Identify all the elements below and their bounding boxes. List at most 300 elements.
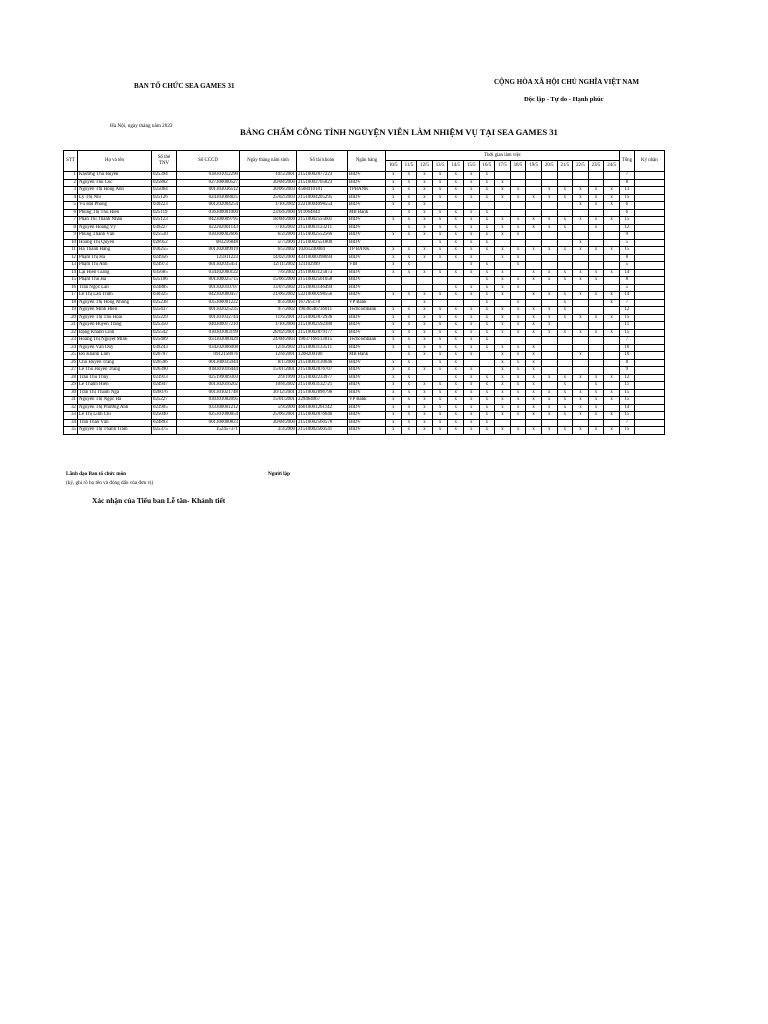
day-mark bbox=[448, 202, 464, 210]
day-mark: x bbox=[417, 187, 433, 195]
cell-sign[interactable] bbox=[634, 194, 664, 202]
day-mark: x bbox=[557, 427, 573, 435]
day-mark: x bbox=[510, 389, 526, 397]
cell-cccd: 001302009919 bbox=[177, 247, 240, 255]
day-mark: x bbox=[479, 307, 495, 315]
cell-card: 025040 bbox=[152, 412, 177, 420]
day-mark: x bbox=[604, 374, 620, 382]
cell-sign[interactable] bbox=[634, 254, 664, 262]
cell-account: 21510002876646 bbox=[297, 412, 348, 420]
day-mark bbox=[541, 254, 557, 262]
day-mark bbox=[401, 284, 417, 292]
date-header: 23/5 bbox=[588, 161, 604, 172]
cell-sign[interactable] bbox=[634, 367, 664, 375]
cell-bank: MB Bank bbox=[348, 352, 386, 360]
cell-bank: BIDV bbox=[348, 224, 386, 232]
signature-note: (ký, ghi rõ họ tên và đóng dấu của đơn vị) bbox=[66, 480, 154, 486]
cell-card: 026952 bbox=[152, 239, 177, 247]
cell-sign[interactable] bbox=[634, 389, 664, 397]
day-mark bbox=[526, 209, 542, 217]
day-mark bbox=[495, 337, 511, 345]
cell-card: 030243 bbox=[152, 344, 177, 352]
table-row bbox=[64, 172, 665, 180]
day-mark: x bbox=[573, 352, 589, 360]
day-mark bbox=[588, 307, 604, 315]
day-mark: x bbox=[432, 307, 448, 315]
place-date: Hà Nội, ngày tháng năm 2022 bbox=[110, 123, 173, 129]
day-mark bbox=[479, 202, 495, 210]
day-mark: x bbox=[479, 232, 495, 240]
cell-name: Phạm Thị Anh bbox=[78, 262, 152, 270]
day-mark: x bbox=[557, 217, 573, 225]
day-mark bbox=[495, 172, 511, 180]
cell-stt: 21 bbox=[64, 322, 78, 330]
attendance-table bbox=[63, 150, 665, 435]
day-mark bbox=[541, 359, 557, 367]
day-mark: x bbox=[463, 172, 479, 180]
day-mark: x bbox=[495, 314, 511, 322]
day-mark: x bbox=[448, 329, 464, 337]
cell-account: 229464067 bbox=[297, 397, 348, 405]
preparer-signature-label: Người lập bbox=[268, 471, 290, 477]
cell-account: 21510002551800 bbox=[297, 239, 348, 247]
day-mark bbox=[557, 322, 573, 330]
cell-bank: BIDV bbox=[348, 314, 386, 322]
day-mark bbox=[417, 284, 433, 292]
day-mark: x bbox=[386, 247, 402, 255]
cell-bank: BIDV bbox=[348, 329, 386, 337]
day-mark bbox=[495, 299, 511, 307]
day-mark: x bbox=[386, 389, 402, 397]
cell-dob: 1/10/2002 bbox=[240, 202, 297, 210]
cell-stt: 16 bbox=[64, 284, 78, 292]
cell-dob: 15/01/2001 bbox=[240, 367, 297, 375]
cell-sign[interactable] bbox=[634, 284, 664, 292]
day-mark: x bbox=[479, 194, 495, 202]
day-mark: x bbox=[448, 194, 464, 202]
day-mark bbox=[463, 299, 479, 307]
date-header: 16/5 bbox=[479, 161, 495, 172]
day-mark: x bbox=[557, 314, 573, 322]
cell-sign[interactable] bbox=[634, 322, 664, 330]
day-mark: x bbox=[510, 322, 526, 330]
day-mark bbox=[417, 374, 433, 382]
day-mark: x bbox=[495, 194, 511, 202]
day-mark: x bbox=[526, 359, 542, 367]
day-mark: x bbox=[432, 269, 448, 277]
day-mark: x bbox=[417, 202, 433, 210]
day-mark: x bbox=[432, 209, 448, 217]
day-mark: x bbox=[526, 367, 542, 375]
day-mark bbox=[604, 382, 620, 390]
col-dob: Ngày tháng năm sinh bbox=[240, 151, 297, 172]
day-mark: x bbox=[479, 314, 495, 322]
cell-stt: 29 bbox=[64, 382, 78, 390]
cell-name: Trần Thị Thanh Nga bbox=[78, 389, 152, 397]
cell-name: Lê Thu Huyền Trang bbox=[78, 367, 152, 375]
table-row bbox=[64, 307, 665, 315]
day-mark: x bbox=[588, 427, 604, 435]
cell-sign[interactable] bbox=[634, 179, 664, 187]
cell-sign[interactable] bbox=[634, 314, 664, 322]
day-mark: x bbox=[541, 292, 557, 300]
cell-sign[interactable] bbox=[634, 359, 664, 367]
day-mark bbox=[463, 359, 479, 367]
cell-bank: BIDV bbox=[348, 367, 386, 375]
cell-sign[interactable] bbox=[634, 269, 664, 277]
day-mark: x bbox=[386, 359, 402, 367]
day-mark: x bbox=[401, 187, 417, 195]
day-mark: x bbox=[541, 404, 557, 412]
day-mark bbox=[386, 277, 402, 285]
cell-cccd: 09121580​76 bbox=[177, 352, 240, 360]
cell-name: Nguyễn Thu Cúc bbox=[78, 179, 152, 187]
header-row bbox=[64, 151, 665, 161]
day-mark: x bbox=[479, 344, 495, 352]
table-row bbox=[64, 314, 665, 322]
date-header: 13/5 bbox=[432, 161, 448, 172]
table-row bbox=[64, 277, 665, 285]
cell-sign[interactable] bbox=[634, 187, 664, 195]
day-mark: x bbox=[526, 382, 542, 390]
day-mark: x bbox=[401, 419, 417, 427]
day-mark: x bbox=[463, 262, 479, 270]
cell-total: 15 bbox=[619, 389, 634, 397]
day-mark bbox=[588, 172, 604, 180]
day-mark: x bbox=[495, 254, 511, 262]
day-mark: x bbox=[510, 217, 526, 225]
day-mark: x bbox=[510, 359, 526, 367]
day-mark: x bbox=[463, 194, 479, 202]
cell-dob: 18/08/2000 bbox=[240, 217, 297, 225]
day-mark: x bbox=[479, 187, 495, 195]
cell-dob: 11/6/2001 bbox=[240, 314, 297, 322]
day-mark bbox=[604, 344, 620, 352]
cell-card: 026596 bbox=[152, 359, 177, 367]
table-row bbox=[64, 427, 665, 435]
day-mark bbox=[541, 352, 557, 360]
day-mark bbox=[510, 269, 526, 277]
cell-sign[interactable] bbox=[634, 262, 664, 270]
day-mark: x bbox=[386, 329, 402, 337]
day-mark: x bbox=[604, 389, 620, 397]
date-header: 18/5 bbox=[510, 161, 526, 172]
day-mark: x bbox=[479, 239, 495, 247]
day-mark: x bbox=[510, 329, 526, 337]
cell-account: 21510004205295 bbox=[297, 194, 348, 202]
day-mark: x bbox=[448, 217, 464, 225]
cell-card: 025542 bbox=[152, 329, 177, 337]
cell-card: 023905 bbox=[152, 404, 177, 412]
day-mark: x bbox=[463, 269, 479, 277]
day-mark: x bbox=[541, 314, 557, 322]
day-mark: x bbox=[448, 359, 464, 367]
cell-card: 025409 bbox=[152, 337, 177, 345]
day-mark bbox=[604, 254, 620, 262]
day-mark bbox=[573, 232, 589, 240]
day-mark: x bbox=[573, 292, 589, 300]
cell-cccd: 083216848 bbox=[177, 239, 240, 247]
day-mark: x bbox=[495, 427, 511, 435]
day-mark: x bbox=[557, 194, 573, 202]
cell-cccd: 027300000527 bbox=[177, 179, 240, 187]
cell-sign[interactable] bbox=[634, 337, 664, 345]
day-mark: x bbox=[386, 292, 402, 300]
cell-sign[interactable] bbox=[634, 404, 664, 412]
cell-bank: BIDV bbox=[348, 427, 386, 435]
day-mark: x bbox=[448, 322, 464, 330]
cell-card: 025375 bbox=[152, 427, 177, 435]
table-row bbox=[64, 419, 665, 427]
day-mark: x bbox=[448, 382, 464, 390]
table-row bbox=[64, 329, 665, 337]
date-header: 14/5 bbox=[448, 161, 464, 172]
cell-cccd: 001202004254 bbox=[177, 202, 240, 210]
day-mark bbox=[541, 382, 557, 390]
day-mark: x bbox=[401, 412, 417, 420]
day-mark bbox=[526, 202, 542, 210]
day-mark: x bbox=[417, 389, 433, 397]
day-mark bbox=[526, 419, 542, 427]
cell-name: Đặng Khánh Linh bbox=[78, 329, 152, 337]
day-mark bbox=[526, 299, 542, 307]
day-mark: x bbox=[448, 292, 464, 300]
table-row bbox=[64, 224, 665, 232]
day-mark: x bbox=[401, 262, 417, 270]
day-mark: x bbox=[432, 224, 448, 232]
day-mark bbox=[557, 239, 573, 247]
day-mark: x bbox=[588, 194, 604, 202]
day-mark: x bbox=[573, 412, 589, 420]
cell-sign[interactable] bbox=[634, 352, 664, 360]
day-mark bbox=[386, 352, 402, 360]
table-row bbox=[64, 337, 665, 345]
cell-name: Trần Ngọc Lan bbox=[78, 284, 152, 292]
cell-dob: 2/9/1999 bbox=[240, 374, 297, 382]
cell-bank: BIDV bbox=[348, 269, 386, 277]
day-mark bbox=[604, 172, 620, 180]
cell-card: 025119 bbox=[152, 209, 177, 217]
cell-name: Hà Thanh Hằng bbox=[78, 247, 152, 255]
day-mark bbox=[588, 419, 604, 427]
cell-name: Vũ Hải Phong bbox=[78, 202, 152, 210]
day-mark bbox=[417, 239, 433, 247]
day-mark: x bbox=[510, 254, 526, 262]
leader-signature-label: Lãnh đạo Ban tổ chức môn bbox=[66, 471, 127, 477]
day-mark: x bbox=[417, 314, 433, 322]
cell-account: 21510002233977 bbox=[297, 374, 348, 382]
cell-cccd: 024303008825 bbox=[177, 194, 240, 202]
day-mark: x bbox=[401, 352, 417, 360]
day-mark: x bbox=[448, 179, 464, 187]
day-mark: x bbox=[448, 307, 464, 315]
cell-sign[interactable] bbox=[634, 412, 664, 420]
day-mark bbox=[510, 292, 526, 300]
col-stt: STT bbox=[64, 151, 78, 172]
day-mark: x bbox=[526, 247, 542, 255]
col-name: Họ và tên bbox=[78, 151, 152, 172]
day-mark: x bbox=[401, 382, 417, 390]
cell-cccd: 001301021748 bbox=[177, 389, 240, 397]
day-mark: x bbox=[510, 224, 526, 232]
day-mark: x bbox=[573, 374, 589, 382]
day-mark bbox=[541, 344, 557, 352]
cell-stt: 14 bbox=[64, 269, 78, 277]
cell-stt: 6 bbox=[64, 209, 78, 217]
cell-sign[interactable] bbox=[634, 397, 664, 405]
day-mark: x bbox=[479, 217, 495, 225]
day-mark: x bbox=[526, 374, 542, 382]
cell-bank: BIDV bbox=[348, 412, 386, 420]
day-mark: x bbox=[588, 269, 604, 277]
day-mark: x bbox=[417, 412, 433, 420]
day-mark: x bbox=[588, 389, 604, 397]
national-motto: Độc lập - Tự do - Hạnh phúc bbox=[524, 96, 604, 103]
cell-sign[interactable] bbox=[634, 217, 664, 225]
day-mark: x bbox=[448, 404, 464, 412]
day-mark: x bbox=[557, 269, 573, 277]
cell-bank: BIDV bbox=[348, 179, 386, 187]
cell-card: 025106 bbox=[152, 277, 177, 285]
day-mark: x bbox=[432, 382, 448, 390]
cell-cccd: 001300000823 bbox=[177, 419, 240, 427]
date-header: 11/5 bbox=[401, 161, 417, 172]
day-mark: x bbox=[417, 337, 433, 345]
cell-sign[interactable] bbox=[634, 427, 664, 435]
day-mark: x bbox=[479, 299, 495, 307]
day-mark: x bbox=[510, 367, 526, 375]
day-mark: x bbox=[432, 239, 448, 247]
cell-sign[interactable] bbox=[634, 239, 664, 247]
day-mark: x bbox=[401, 307, 417, 315]
cell-dob: 25/02/2003 bbox=[240, 194, 297, 202]
day-mark bbox=[604, 209, 620, 217]
day-mark: x bbox=[604, 217, 620, 225]
cell-dob: 8/1/2000 bbox=[240, 359, 297, 367]
day-mark bbox=[541, 239, 557, 247]
cell-sign[interactable] bbox=[634, 232, 664, 240]
cell-account: 21510002552566 bbox=[297, 232, 348, 240]
day-mark: x bbox=[541, 412, 557, 420]
cell-sign[interactable] bbox=[634, 277, 664, 285]
cell-card: 025238 bbox=[152, 299, 177, 307]
day-mark bbox=[604, 239, 620, 247]
day-mark: x bbox=[417, 232, 433, 240]
day-mark bbox=[557, 202, 573, 210]
cell-sign[interactable] bbox=[634, 419, 664, 427]
cell-sign[interactable] bbox=[634, 374, 664, 382]
cell-name: Trần Thu Thủy bbox=[78, 374, 152, 382]
cell-sign[interactable] bbox=[634, 307, 664, 315]
cell-account: 4508410101 bbox=[297, 187, 348, 195]
day-mark: x bbox=[463, 314, 479, 322]
day-mark: x bbox=[510, 194, 526, 202]
table-row bbox=[64, 179, 665, 187]
col-account: Số tài khoản bbox=[297, 151, 348, 172]
day-mark bbox=[557, 172, 573, 180]
day-mark: x bbox=[401, 209, 417, 217]
cell-bank: BIDV bbox=[348, 374, 386, 382]
day-mark bbox=[510, 172, 526, 180]
cell-sign[interactable] bbox=[634, 209, 664, 217]
day-mark: x bbox=[495, 382, 511, 390]
col-sign: Ký nhận bbox=[634, 151, 664, 172]
day-mark: x bbox=[463, 217, 479, 225]
cell-account: 167265178 bbox=[297, 299, 348, 307]
day-mark: x bbox=[448, 397, 464, 405]
day-mark bbox=[557, 232, 573, 240]
cell-cccd: 034202006008 bbox=[177, 344, 240, 352]
day-mark: x bbox=[386, 404, 402, 412]
cell-stt: 8 bbox=[64, 224, 78, 232]
day-mark: x bbox=[432, 359, 448, 367]
day-mark: x bbox=[448, 224, 464, 232]
cell-name: Khương Thu Huyền bbox=[78, 172, 152, 180]
cell-sign[interactable] bbox=[634, 202, 664, 210]
cell-total: 15 bbox=[619, 412, 634, 420]
cell-stt: 7 bbox=[64, 217, 78, 225]
day-mark: x bbox=[401, 322, 417, 330]
cell-name: Nguyễn Hoàng Vỹ bbox=[78, 224, 152, 232]
day-mark: x bbox=[417, 344, 433, 352]
cell-bank: Techcombank bbox=[348, 307, 386, 315]
cell-account: 19036546736011 bbox=[297, 307, 348, 315]
day-mark bbox=[557, 254, 573, 262]
day-mark: x bbox=[417, 367, 433, 375]
day-mark bbox=[604, 404, 620, 412]
day-mark: x bbox=[386, 232, 402, 240]
cell-account: 21510002705823 bbox=[297, 179, 348, 187]
cell-dob: 13/07/2002 bbox=[240, 284, 297, 292]
date-header: 10/5 bbox=[386, 161, 402, 172]
day-mark: x bbox=[510, 299, 526, 307]
day-mark bbox=[417, 359, 433, 367]
day-mark: x bbox=[401, 224, 417, 232]
table-row bbox=[64, 299, 665, 307]
cell-sign[interactable] bbox=[634, 224, 664, 232]
day-mark: x bbox=[401, 427, 417, 435]
day-mark: x bbox=[541, 307, 557, 315]
day-mark: x bbox=[510, 344, 526, 352]
day-mark: x bbox=[448, 172, 464, 180]
cell-sign[interactable] bbox=[634, 344, 664, 352]
day-mark: x bbox=[479, 277, 495, 285]
cell-sign[interactable] bbox=[634, 329, 664, 337]
cell-sign[interactable] bbox=[634, 382, 664, 390]
table-row bbox=[64, 412, 665, 420]
day-mark: x bbox=[432, 337, 448, 345]
day-mark bbox=[588, 239, 604, 247]
day-mark: x bbox=[432, 389, 448, 397]
cell-sign[interactable] bbox=[634, 299, 664, 307]
day-mark: x bbox=[479, 179, 495, 187]
day-mark bbox=[604, 419, 620, 427]
day-mark bbox=[463, 277, 479, 285]
cell-stt: 35 bbox=[64, 427, 78, 435]
cell-sign[interactable] bbox=[634, 172, 664, 180]
day-mark: x bbox=[510, 262, 526, 270]
cell-sign[interactable] bbox=[634, 292, 664, 300]
day-mark: x bbox=[541, 329, 557, 337]
day-mark bbox=[588, 209, 604, 217]
day-mark bbox=[573, 322, 589, 330]
cell-sign[interactable] bbox=[634, 247, 664, 255]
day-mark bbox=[604, 352, 620, 360]
day-mark bbox=[557, 179, 573, 187]
day-mark bbox=[541, 202, 557, 210]
day-mark bbox=[573, 337, 589, 345]
cell-dob: 24/08/2003 bbox=[240, 337, 297, 345]
